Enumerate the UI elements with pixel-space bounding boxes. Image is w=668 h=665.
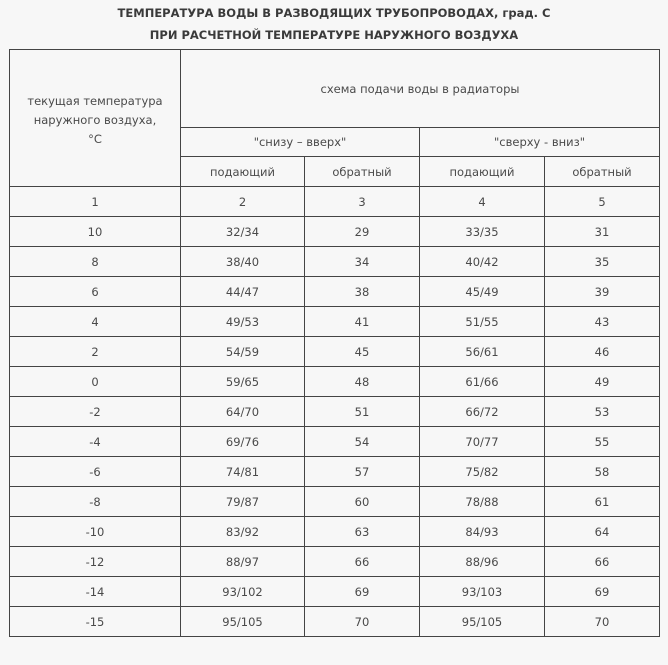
supply-bottom-up-cell: 59/65 bbox=[181, 367, 305, 397]
table-row bbox=[10, 547, 660, 577]
supply-bottom-up-cell: 83/92 bbox=[181, 517, 305, 547]
outdoor-temp-cell: 2 bbox=[10, 337, 181, 367]
return-bottom-up-cell: 60 bbox=[305, 487, 420, 517]
outdoor-temp-cell: -2 bbox=[10, 397, 181, 427]
table-row bbox=[10, 367, 660, 397]
supply-bottom-up-cell: 64/70 bbox=[181, 397, 305, 427]
outdoor-temp-cell: 8 bbox=[10, 247, 181, 277]
table-row bbox=[10, 577, 660, 607]
return-bottom-up-cell: 29 bbox=[305, 217, 420, 247]
return-top-down-cell: 43 bbox=[545, 307, 660, 337]
return-bottom-up-cell: 63 bbox=[305, 517, 420, 547]
header-supply-bottom-up: подающий bbox=[181, 157, 305, 187]
return-bottom-up-cell: 54 bbox=[305, 427, 420, 457]
supply-bottom-up-cell: 44/47 bbox=[181, 277, 305, 307]
header-radiator-scheme: схема подачи воды в радиаторы bbox=[181, 50, 660, 128]
supply-top-down-cell: 33/35 bbox=[420, 217, 545, 247]
return-top-down-cell: 53 bbox=[545, 397, 660, 427]
header-return-top-down: обратный bbox=[545, 157, 660, 187]
header-outdoor-temperature bbox=[10, 50, 181, 187]
supply-bottom-up-cell: 88/97 bbox=[181, 547, 305, 577]
supply-top-down-cell: 78/88 bbox=[420, 487, 545, 517]
table-row bbox=[10, 457, 660, 487]
supply-top-down-cell: 66/72 bbox=[420, 397, 545, 427]
return-bottom-up-cell: 51 bbox=[305, 397, 420, 427]
column-number: 2 bbox=[181, 187, 305, 217]
supply-bottom-up-cell: 79/87 bbox=[181, 487, 305, 517]
table-row bbox=[10, 307, 660, 337]
return-top-down-cell: 61 bbox=[545, 487, 660, 517]
supply-bottom-up-cell: 93/102 bbox=[181, 577, 305, 607]
outdoor-temp-cell: 0 bbox=[10, 367, 181, 397]
return-top-down-cell: 46 bbox=[545, 337, 660, 367]
table-row bbox=[10, 487, 660, 517]
return-bottom-up-cell: 45 bbox=[305, 337, 420, 367]
return-bottom-up-cell: 48 bbox=[305, 367, 420, 397]
return-top-down-cell: 31 bbox=[545, 217, 660, 247]
return-top-down-cell: 69 bbox=[545, 577, 660, 607]
supply-top-down-cell: 75/82 bbox=[420, 457, 545, 487]
supply-top-down-cell: 84/93 bbox=[420, 517, 545, 547]
supply-top-down-cell: 88/96 bbox=[420, 547, 545, 577]
supply-top-down-cell: 45/49 bbox=[420, 277, 545, 307]
return-top-down-cell: 66 bbox=[545, 547, 660, 577]
return-bottom-up-cell: 41 bbox=[305, 307, 420, 337]
table-title-line-2: ПРИ РАСЧЕТНОЙ ТЕМПЕРАТУРЕ НАРУЖНОГО ВОЗДУХА bbox=[149, 28, 519, 42]
outdoor-temp-cell: 6 bbox=[10, 277, 181, 307]
water-temperature-table bbox=[9, 49, 660, 637]
return-top-down-cell: 58 bbox=[545, 457, 660, 487]
supply-top-down-cell: 56/61 bbox=[420, 337, 545, 367]
column-number-row bbox=[10, 187, 660, 217]
outdoor-temp-cell: -4 bbox=[10, 427, 181, 457]
supply-bottom-up-cell: 69/76 bbox=[181, 427, 305, 457]
return-top-down-cell: 35 bbox=[545, 247, 660, 277]
return-top-down-cell: 49 bbox=[545, 367, 660, 397]
outdoor-temp-cell: -12 bbox=[10, 547, 181, 577]
supply-top-down-cell: 93/103 bbox=[420, 577, 545, 607]
supply-top-down-cell: 51/55 bbox=[420, 307, 545, 337]
outdoor-temp-cell: -14 bbox=[10, 577, 181, 607]
table-row bbox=[10, 427, 660, 457]
table-row bbox=[10, 337, 660, 367]
outdoor-temp-cell: 4 bbox=[10, 307, 181, 337]
outdoor-temp-cell: -10 bbox=[10, 517, 181, 547]
supply-bottom-up-cell: 32/34 bbox=[181, 217, 305, 247]
header-return-bottom-up: обратный bbox=[305, 157, 420, 187]
supply-top-down-cell: 95/105 bbox=[420, 607, 545, 637]
header-outdoor-temperature-line-1: текущая температура bbox=[27, 93, 163, 108]
supply-bottom-up-cell: 38/40 bbox=[181, 247, 305, 277]
return-bottom-up-cell: 69 bbox=[305, 577, 420, 607]
table-title-line-1: ТЕМПЕРАТУРА ВОДЫ В РАЗВОДЯЩИХ ТРУБОПРОВОДАХ, град. С bbox=[117, 6, 551, 20]
header-bottom-up: "снизу – вверх" bbox=[181, 128, 420, 157]
supply-top-down-cell: 61/66 bbox=[420, 367, 545, 397]
supply-top-down-cell: 40/42 bbox=[420, 247, 545, 277]
outdoor-temp-cell: -15 bbox=[10, 607, 181, 637]
outdoor-temp-cell: -8 bbox=[10, 487, 181, 517]
header-supply-top-down: подающий bbox=[420, 157, 545, 187]
table-row bbox=[10, 277, 660, 307]
supply-bottom-up-cell: 54/59 bbox=[181, 337, 305, 367]
return-top-down-cell: 39 bbox=[545, 277, 660, 307]
header-outdoor-temperature-unit: °С bbox=[88, 131, 102, 146]
table-row bbox=[10, 247, 660, 277]
table-row bbox=[10, 217, 660, 247]
column-number: 3 bbox=[305, 187, 420, 217]
table-row bbox=[10, 607, 660, 637]
return-bottom-up-cell: 70 bbox=[305, 607, 420, 637]
column-number: 4 bbox=[420, 187, 545, 217]
return-bottom-up-cell: 38 bbox=[305, 277, 420, 307]
supply-bottom-up-cell: 49/53 bbox=[181, 307, 305, 337]
supply-bottom-up-cell: 74/81 bbox=[181, 457, 305, 487]
supply-bottom-up-cell: 95/105 bbox=[181, 607, 305, 637]
return-bottom-up-cell: 34 bbox=[305, 247, 420, 277]
header-outdoor-temperature-line-2: наружного воздуха, bbox=[33, 112, 157, 127]
column-number: 5 bbox=[545, 187, 660, 217]
return-bottom-up-cell: 57 bbox=[305, 457, 420, 487]
column-number: 1 bbox=[10, 187, 181, 217]
header-top-down: "сверху - вниз" bbox=[420, 128, 660, 157]
table-row bbox=[10, 517, 660, 547]
outdoor-temp-cell: 10 bbox=[10, 217, 181, 247]
table-row bbox=[10, 397, 660, 427]
return-bottom-up-cell: 66 bbox=[305, 547, 420, 577]
outdoor-temp-cell: -6 bbox=[10, 457, 181, 487]
return-top-down-cell: 64 bbox=[545, 517, 660, 547]
return-top-down-cell: 55 bbox=[545, 427, 660, 457]
return-top-down-cell: 70 bbox=[545, 607, 660, 637]
supply-top-down-cell: 70/77 bbox=[420, 427, 545, 457]
